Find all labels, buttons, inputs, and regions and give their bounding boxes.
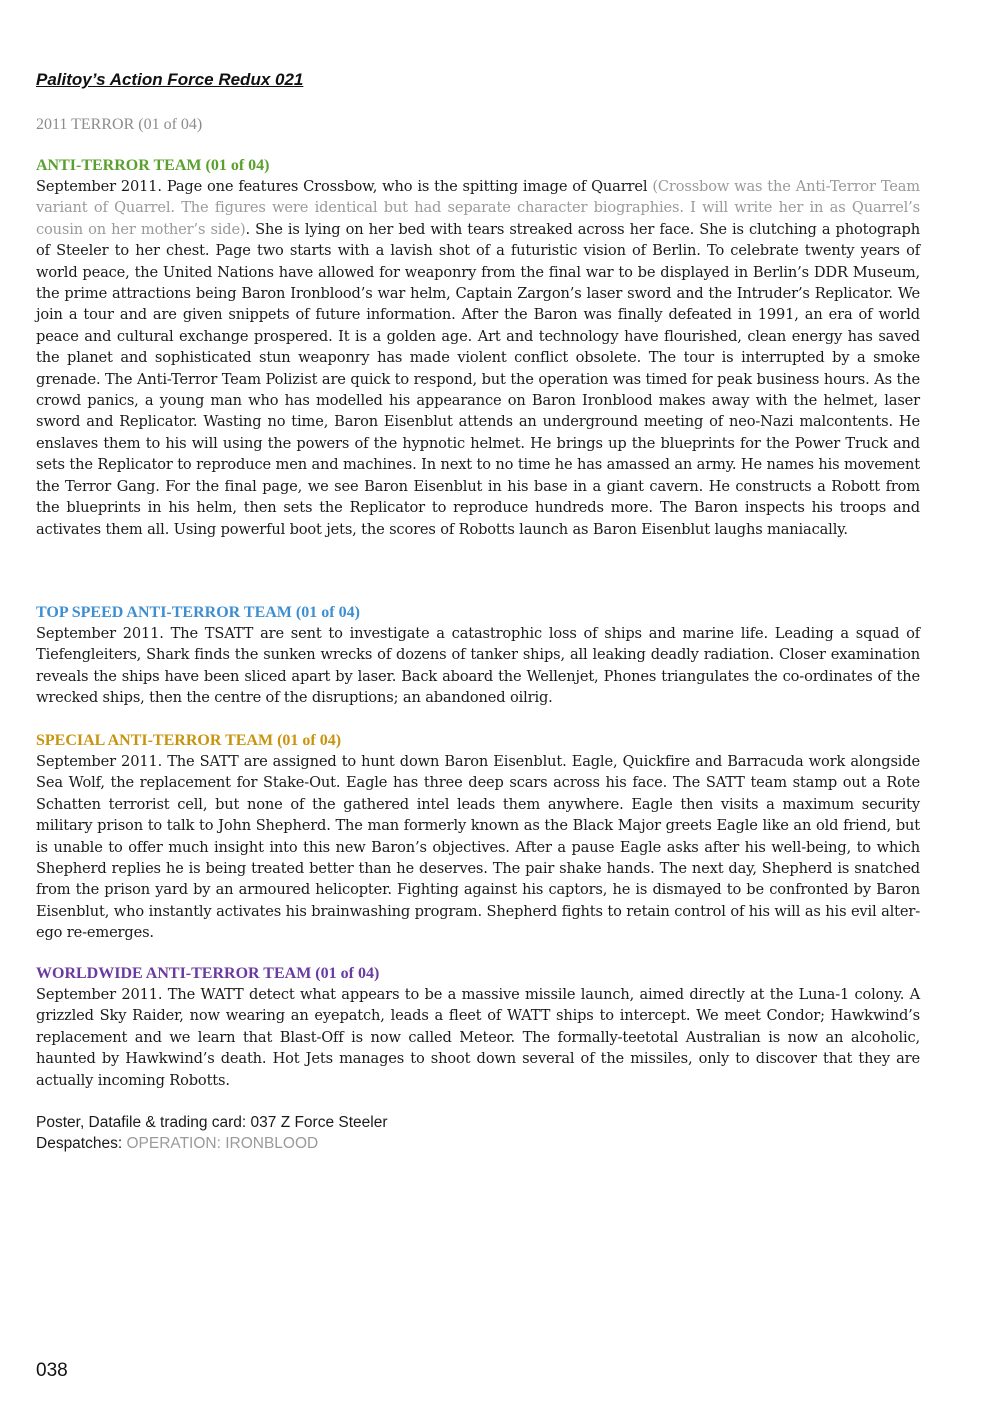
section-heading: WORLDWIDE ANTI-TERROR TEAM (01 of 04) [36, 965, 380, 982]
issue-subtitle: 2011 TERROR (01 of 04) [36, 116, 203, 133]
section-heading: ANTI-TERROR TEAM (01 of 04) [36, 157, 270, 174]
body-text: . She is lying on her bed with tears streaked across her face. She is clutching a photograph of Steeler to her chest. Page two starts with a lavish shot of a futuristic vision of Berlin. To celebrate twenty years of world peace, the United Nations have allowed for weaponry from the final war to be displayed in Berlin’s DDR Museum, the prime attractions being Baron Ironblood’s war helm, Captain Zargon’s laser sword and the Intruder’s Replicator. We join a tour and are given snippets of future information. After the Baron was finally defeated in 1991, an era of world peace and cultural exchange prospered. It is a golden age. Art and technology have flourished, clean energy has saved the planet and sophisticated stun weaponry has made violent conflict obsolete. The tour is interrupted by a smoke grenade. The Anti-Terror Team Polizist are quick to respond, but the operation was timed for peak business hours. As the crowd panics, a young man who has modelled his appearance on Baron Ironblood makes away with the helmet, laser sword and Replicator. Wasting no time, Baron Eisenblut attends an underground meeting of neo-Nazi malcontents. He enslaves them to his will using the powers of the hypnotic helmet. He brings up the blueprints for the Power Truck and sets the Replicator to reproduce men and machines. In next to no time he has amassed an army. He names his movement the Terror Gang. For the final page, we see Baron Eisenblut in his base in a giant cavern. He constructs a Robott from the blueprints in his helm, then sets the Replicator to reproduce hundreds more. The Baron inspects his troops and activates them all. Using powerful boot jets, the scores of Robotts launch as Baron Eisenblut laughs maniacally. [36, 220, 920, 538]
section-body: September 2011. The SATT are assigned to hunt down Baron Eisenblut. Eagle, Quickfire and Barracuda work alongside Sea Wolf, the replacement for Stake-Out. Eagle has three deep scars across his face. The SATT team stamp out a Rote Schatten terrorist cell, but none of the gathered intel leads them anywhere. Eagle then visits a maximum security military prison to talk to John Shepherd. The man formerly known as the Black Major greets Eagle like an old friend, but is unable to offer much insight into this new Baron’s objectives. After a pause Eagle asks after his well-being, to which Shepherd replies he is being treated better than he deserves. The pair shake hands. The next day, Shepherd is snatched from the prison yard by an armoured helicopter. Fighting against his captors, he is dismayed to be confronted by Baron Eisenblut, who instantly activates his brainwashing program. Shepherd fights to retain control of his will as his evil alter-ego re-emerges. [36, 753, 920, 942]
section-special-anti-terror-team [36, 731, 920, 944]
section-heading: TOP SPEED ANTI-TERROR TEAM (01 of 04) [36, 604, 360, 621]
section-anti-terror-team [36, 156, 920, 540]
section-body: September 2011. The WATT detect what appears to be a massive missile launch, aimed directly at the Luna-1 colony. A grizzled Sky Raider, now wearing an eyepatch, leads a fleet of WATT ships to intercept. We meet Condor; Hawkwind’s replacement and we learn that Blast-Off is now called Meteor. The formally-teetotal Australian is now an alcoholic, haunted by Hawkwind’s death. Hot Jets manages to shoot down several of the missiles, only to discover that they are actually incoming Robotts. [36, 986, 920, 1089]
section-heading: SPECIAL ANTI-TERROR TEAM (01 of 04) [36, 732, 342, 749]
page-title: Palitoy’s Action Force Redux 021 [36, 70, 304, 89]
despatches-label: Despatches: [36, 1135, 127, 1152]
section-worldwide-anti-terror-team [36, 964, 920, 1091]
poster-line: Poster, Datafile & trading card: 037 Z Force Steeler [36, 1114, 388, 1131]
aside-note: (Crossbow was the Anti-Terror Team variant of Quarrel. The figures were identical but had separate character biographies. I will write her in as Quarrel’s cousin on her mother’s side) [36, 178, 920, 238]
despatches-line [36, 1133, 388, 1154]
section-top-speed-anti-terror-team [36, 603, 920, 709]
body-text: September 2011. Page one features Crossbow, who is the spitting image of Quarrel [36, 178, 653, 195]
despatches-value: OPERATION: IRONBLOOD [126, 1135, 319, 1152]
section-body: September 2011. The TSATT are sent to investigate a catastrophic loss of ships and marine life. Leading a squad of Tiefengleiters, Shark finds the sunken wrecks of dozens of tanker ships, all leaking deadly radiation. Closer examination reveals the ships have been sliced apart by laser. Back aboard the Wellenjet, Phones triangulates the co-ordinates of the wrecked ships, then the centre of the disruptions; an abandoned oilrig. [36, 625, 920, 707]
page-number: 038 [36, 1360, 68, 1381]
footer-notes [36, 1112, 388, 1154]
section-body [36, 176, 920, 540]
